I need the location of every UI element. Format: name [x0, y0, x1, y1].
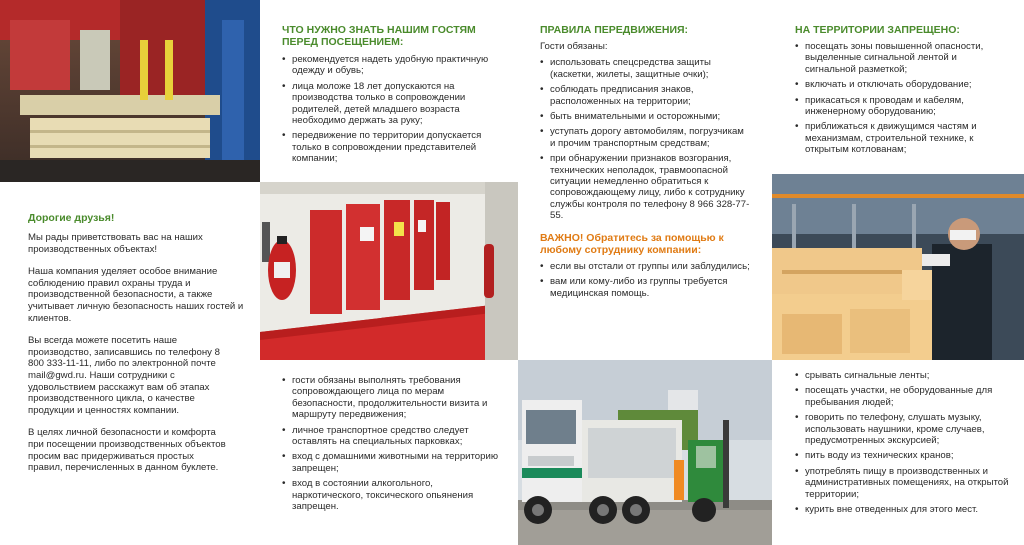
truck-photo — [518, 360, 772, 545]
forbidden-list-continued — [795, 370, 1010, 515]
important-item: • если вы отстали от группы или заблудились; — [540, 261, 750, 272]
guests-item: • гости обязаны выполнять требования сопровождающего лица по мерам безопасности, продолжительности визита и маршруту передвижения; — [282, 375, 502, 421]
welcome-paragraph-2: Наша компания уделяет особое внимание соблюдению правил охраны труда и производственной безопасности, а также учитывает личную безопасность наших гостей и клиентов. — [28, 266, 244, 324]
guests-item: • вход с домашними животными на территорию запрещен; — [282, 451, 502, 474]
forbidden-list — [795, 41, 1010, 156]
guests-item: • личное транспортное средство следует оставлять на специальных парковках; — [282, 425, 502, 448]
movement-item: • быть внимательными и осторожными; — [540, 111, 750, 122]
movement-item: • при обнаружении признаков возгорания, технических неполадок, травмоопасной ситуации немедленно обратиться к сопровождающему лицу, либо к сотруднику службы контроля по телефону 8 966 328-77-55. — [540, 153, 750, 221]
guests-list-continued — [282, 375, 502, 512]
welcome-panel — [28, 212, 253, 532]
forbidden-item: • включать и отключать оборудование; — [795, 79, 1010, 90]
fire-cabinets-photo — [260, 182, 518, 360]
movement-panel — [540, 24, 750, 354]
forbidden-item: • посещать участки, не оборудованные для пребывания людей; — [795, 385, 1010, 408]
movement-heading: ПРАВИЛА ПЕРЕДВИЖЕНИЯ: — [540, 24, 689, 36]
movement-item: • уступать дорогу автомобилям, погрузчикам и прочим транспортным средствам; — [540, 126, 750, 149]
important-heading: ВАЖНО! Обратитесь за помощью к любому сотруднику компании: — [540, 231, 724, 256]
forbidden-panel — [795, 24, 1010, 174]
forbidden-heading: НА ТЕРРИТОРИИ ЗАПРЕЩЕНО: — [795, 24, 960, 36]
guests-list — [282, 54, 502, 165]
forbidden-item: • приближаться к движущимся частям и механизмам, строительной технике, к открытым котлованам; — [795, 121, 1010, 155]
factory-machine-photo — [0, 0, 260, 182]
greeting-heading: Дорогие друзья! — [28, 212, 115, 224]
welcome-paragraph-3: Вы всегда можете посетить наше производство, записавшись по телефону 8 800 333-11-11, либо по электронной почте mail@gwd.ru. Наши сотрудники с удовольствием расскажут вам об этапах производственного цикла, о качестве продукции и ценностях компании. — [28, 335, 220, 416]
forbidden-item: • прикасаться к проводам и кабелям, инженерному оборудованию; — [795, 95, 1010, 118]
movement-item: • использовать спецсредства защиты (каскетки, жилеты, защитные очки); — [540, 57, 750, 80]
welcome-paragraph-4: В целях личной безопасности и комфорта при посещении производственных объектов просим вас придерживаться простых правил, перечисленных в данном буклете. — [28, 427, 226, 474]
guests-panel — [282, 24, 502, 184]
guests-heading: ЧТО НУЖНО ЗНАТЬ НАШИМ ГОСТЯМ ПЕРЕД ПОСЕЩЕНИЕМ: — [282, 24, 476, 48]
welcome-paragraph-1: Мы рады приветствовать вас на наших производственных объектах! — [28, 232, 203, 255]
movement-item: • соблюдать предписания знаков, расположенных на территории; — [540, 84, 750, 107]
important-item: • вам или кому-либо из группы требуется медицинская помощь. — [540, 276, 750, 299]
forbidden-item: • курить вне отведенных для этого мест. — [795, 504, 1010, 515]
guests-item: • передвижение по территории допускается только в сопровождении представителей компании; — [282, 130, 502, 164]
forbidden-item: • срывать сигнальные ленты; — [795, 370, 1010, 381]
movement-intro: Гости обязаны: — [540, 41, 608, 52]
movement-list — [540, 57, 750, 221]
guests-item: • вход в состоянии алкогольного, наркотического, токсического опьянения запрещен. — [282, 478, 502, 512]
forbidden-item: • посещать зоны повышенной опасности, выделенные сигнальной лентой и сигнальной разметкой; — [795, 41, 1010, 75]
forbidden-item: • употреблять пищу в производственных и административных помещениях, на открытой территории; — [795, 466, 1010, 500]
guests-item: • лица моложе 18 лет допускаются на производства только в сопровождении родителей, детей младшего возраста необходимо держать за руку; — [282, 81, 502, 127]
forbidden-item: • пить воду из технических кранов; — [795, 450, 1010, 461]
guests-panel-continued — [282, 375, 502, 545]
guests-item: • рекомендуется надеть удобную практичную одежду и обувь; — [282, 54, 502, 77]
worker-blocks-photo — [772, 174, 1024, 360]
important-list — [540, 261, 750, 299]
forbidden-item: • говорить по телефону, слушать музыку, использовать наушники, кроме случаев, предусмотренных экскурсией; — [795, 412, 1010, 446]
forbidden-panel-continued — [795, 370, 1010, 545]
